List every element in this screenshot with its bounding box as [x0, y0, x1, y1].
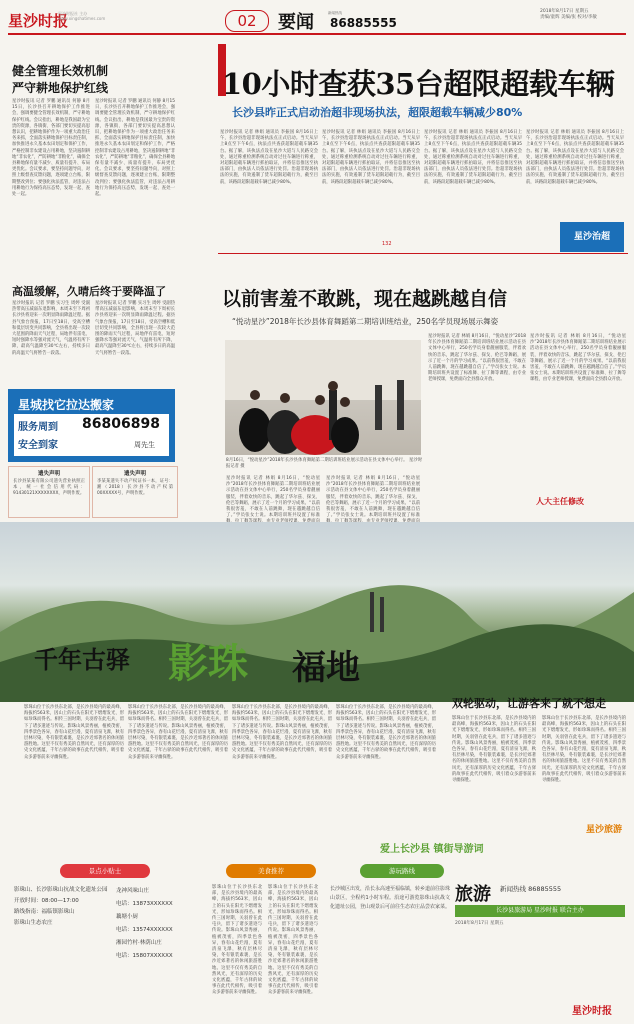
tab-tips: 景点小贴士 — [60, 864, 150, 878]
feature-brush-black: 福地 — [292, 648, 360, 688]
tab-route: 游玩路线 — [360, 864, 444, 878]
ad-title: 星城找它拉达搬家 — [18, 398, 115, 412]
hotline-label: 新闻热线 — [328, 11, 342, 15]
subheadline: “悦动星沙”2018年长沙县体育舞蹈第二期培训班结业，250名学员现场展示舞姿 — [232, 317, 499, 326]
article-body-col3: 星沙时报讯 记者 林娟 通讯员 李振国 8月16日上午，长沙县治超非现场执法点正式启动。当天从早上8点至下午6点，执法点共查获超限超载车辆35台。据了解，该执法点设在星沙大道与人民路交会处，通过称重检测系统自动对过往车辆进行称重，对超限超载车辆进行抓拍取证，并将信息推送至执法部门，由执法人员依法进行处罚。治超非现场执法的实施，有效遏制了货车超限超载行为，截至目前，该路段超限超载车辆已减少80%。 — [424, 130, 522, 185]
food-desc-col2: 影珠山位于长沙县东北部，是长沙县境内的最高峰，海拔约563米，因山上的石头在阳光下熠熠发光、形如珍珠而得名。相传三国时期，关羽曾在此屯兵，留下了诸多遗迹与传说。影珠山风景秀丽，植被茂密，四季景色各异，春有山花烂漫，夏有清泉飞瀑，秋有层林尽染，冬有银装素裹，是长沙近郊著名的休闲旅游胜地。这里不仅有秀美的自然风光，还有深厚的历史文化底蕴，千年古驿的故事在此代代相传，吸引着众多游客前来寻幽探胜。 — [268, 885, 318, 996]
article-body: 星沙时报讯 记者 罗鹏 实习生 周婷 受副热带高压减弱东退影响，本周末至下周初长沙县将迎来一次明显降雨降温过程。据县气象台预报，17日至18日，受高空槽和低层切变共同影响，全县将出现一次较大范围的降雨天气过程，局地伴有雷电、短时强降水等强对流天气，气温将有所下降，最高气温降至30℃左右，持续多日的高温天气将暂告一段落。 — [12, 301, 90, 356]
header-rule — [8, 33, 626, 35]
food-item: 电话：13873XXXXXX — [116, 901, 173, 907]
feature-right-title: 双轮驱动，让游客来了就不想走 — [452, 697, 606, 710]
feature-brush-green: 影珠 — [168, 640, 248, 687]
feature-right-body: 影珠山位于长沙县东北部，是长沙县境内的最高峰，海拔约563米，因山上的石头在阳光下熠熠发光、形如珍珠而得名。相传三国时期，关羽曾在此屯兵，留下了诸多遗迹与传说。影珠山风景秀丽，植被茂密，四季景色各异，春有山花烂漫，夏有清泉飞瀑，秋有层林尽染，冬有银装素裹，是长沙近郊著名的休闲旅游胜地。这里不仅有秀美的自然风光，还有深厚的历史文化底蕴，千年古驿的故事在此代代相传，吸引着众多游客前来寻幽探胜。 — [452, 716, 536, 784]
article-body-col4: 星沙时报讯 记者 林娟 8月16日，“悦动星沙”2018年长沙县体育舞蹈第二期培训班结业展示活动在县文体中心举行，250名学员身着靓丽服装，伴着欢快的音乐，跳起了华尔兹、探戈、伦巴等舞蹈，展示了近一个月的学习成果。“以前我很害羞，不敢在人前跳舞，现在越跳越自信了。”学员张女士说。本期培训班共设置了标准舞、拉丁舞等课程，由专业老师授课，免费面向全县群众开放。 — [530, 334, 626, 383]
feature-badge: 星沙旅游 — [586, 825, 623, 835]
article-body-col3: 星沙时报讯 记者 林娟 8月16日，“悦动星沙”2018年长沙县体育舞蹈第二期培训班结业展示活动在县文体中心举行，250名学员身着靓丽服装，伴着欢快的音乐，跳起了华尔兹、探戈、伦巴等舞蹈，展示了近一个月的学习成果。“以前我很害羞，不敢在人前跳舞，现在越跳越自信了。”学员张女士说。本期培训班共设置了标准舞、拉丁舞等课程，由专业老师授课，免费面向全县群众开放。 — [428, 334, 526, 383]
article-body: 星沙时报讯 记者 林娟 8月16日，“悦动星沙”2018年长沙县体育舞蹈第二期培训班结业展示活动在县文体中心举行，250名学员身着靓丽服装，伴着欢快的音乐，跳起了华尔兹、探戈、伦巴等舞蹈，展示了近一个月的学习成果。“以前我很害羞，不敢在人前跳舞，现在越跳越自信了。”学员张女士说。本期培训班共设置了标准 — [226, 476, 320, 519]
article-body: 星沙时报讯 记者 林娟 通讯员 李振国 8月16日上午，长沙县治超非现场执法点正式启动。当天从早上8点至下午6点，执法点共查获超限超载车辆35台。据了解，该执法点设在星沙大道与人民路交会处，通过称重检测系统自动对过往车辆进行称重，对超限超载车辆进行抓拍取证，并将信息推送至执法部门，由执法人员依法进行处罚。治超非现场执法的实施，有效遏制了货车超限超载行为，截至目前，该路段超限超载车辆已减少80%。 — [220, 130, 318, 185]
masthead-logo: 星沙时报 — [8, 12, 69, 30]
divider — [218, 253, 628, 254]
notice-box — [8, 466, 90, 518]
footer-logo: 星沙时报 — [572, 1006, 612, 1017]
page-number: 02 — [225, 10, 269, 32]
article-body-col2: 星沙时报讯 记者 罗鹏 通讯员 何静 8月15日，长沙县召开耕地保护工作推进会，强调要健全管理长效机制，严守耕地保护红线。会议指出，耕地是我国最为宝贵的资源，各镇街、各部门要切实提高思想认识，把耕地保护作为一项重大政治任务来抓，全面落实耕地保护目标责任制，加快推进永久基本农田划定和保护工作，严格控制非农建设占用耕地，坚决遏制耕地“非农化”，严防耕地“非粮化”，确保全县耕地保有量不减少、质量有提升、布局更优化。会议要求，要坚持问题导向，对照上级督查反馈问题，逐项建立台账，限期整改到位；要强化执法监管，对违法占用耕地行为保持高压态势，发现一起、查处一起。 — [95, 99, 175, 198]
article-body-col2: 星沙时报讯 记者 林娟 8月16日，“悦动星沙”2018年长沙县体育舞蹈第二期培训班结业展示活动在县文体中心举行，250名学员身着靓丽服装，伴着欢快的音乐，跳起了华尔兹、探戈、伦巴等舞蹈，展示了近一个月的学习成果。“以前我很害羞，不敢在人前跳舞，现在越跳越自信了。”学员张女士说。本期培训班共设置了标准 — [326, 476, 420, 519]
food-item: 电话：15807XXXXXX — [116, 953, 173, 959]
tip-item: 路线指南：福临镇影珠山 — [14, 909, 75, 915]
stamp-tag: 人大主任修改 — [536, 497, 584, 506]
brand-hotline: 新闻热线 86885555 — [500, 885, 562, 893]
photo-number: 132 — [382, 241, 392, 247]
article-body-col2: 星沙时报讯 记者 林娟 通讯员 李振国 8月16日上午，长沙县治超非现场执法点正式启动。当天从早上8点至下午6点，执法点共查获超限超载车辆35台。据了解，该执法点设在星沙大道与人民路交会处，通过称重检测系统自动对过往车辆进行称重，对超限超载车辆进行抓拍取证，并将信息推送至执法部门，由执法人员依法进行处罚。治超非现场执法的实施，有效遏制了货车超限超载行为，截至目前，该路段超限超载车辆已减少80%。 — [322, 130, 420, 185]
brand-title: 旅游 — [455, 884, 491, 905]
article-body-col4: 星沙时报讯 记者 林娟 通讯员 李振国 8月16日上午，长沙县治超非现场执法点正式启动。当天从早上8点至下午6点，执法点共查获超限超载车辆35台。据了解，该执法点设在星沙大道与人民路交会处，通过称重检测系统自动对过往车辆进行称重，对超限超载车辆进行抓拍取证，并将信息推送至执法部门，由执法人员依法进行处罚。治超非现场执法的实施，有效遏制了货车超限超载行为，截至目前，该路段超限超载车辆已减少80%。 — [526, 130, 624, 185]
hotline-number: 86885555 — [330, 16, 397, 30]
feature-body-col4: 影珠山位于长沙县东北部，是长沙县境内的最高峰，海拔约563米，因山上的石头在阳光下熠熠发光、形如珍珠而得名。相传三国时期，关羽曾在此屯兵，留下了诸多遗迹与传说。影珠山风景秀丽，植被茂密，四季景色各异，春有山花烂漫，夏有清泉飞瀑，秋有层林尽染，冬有银装素裹，是长沙近郊著名的休闲旅游胜地。这里不仅有秀美的自然风光，还有深厚的历史文化底蕴，千年古驿的故事在此代代相传，吸引着众多游客前来寻幽探胜。 — [336, 705, 436, 760]
headline: 以前害羞不敢跳，现在越跳越自信 — [222, 288, 508, 310]
notice-box — [92, 466, 178, 518]
food-item: 藕塘小厨 — [116, 914, 139, 920]
headline: 10小时查获35台超限超载车辆 — [222, 67, 615, 101]
notice-title: 遗失声明 — [123, 471, 146, 477]
food-desc: 影珠山位于长沙县东北部，是长沙县境内的最高峰，海拔约563米，因山上的石头在阳光下熠熠发光、形如珍珠而得名。相传三国时期，关羽曾在此屯兵，留下了诸多遗迹与传说。影珠山风景秀丽，植被茂密，四季景色各异，春有山花烂漫，夏有清泉飞瀑，秋有层林尽染，冬有银装素裹，是长沙近郊著名的休闲旅游胜地。这里不仅有秀美的自然风光，还有深厚的历史文化底蕴，千年古驿的故事在此代代相传，吸引着众多游客前来寻幽探胜。 — [212, 885, 262, 996]
photo-caption: 8月16日，“悦动星沙”2018年长沙县体育舞蹈第二期培训班结业展示活动在县文体中心举行。 星沙时报记者 摄 — [226, 458, 422, 470]
feature-body-col3: 影珠山位于长沙县东北部，是长沙县境内的最高峰，海拔约563米，因山上的石头在阳光下熠熠发光、形如珍珠而得名。相传三国时期，关羽曾在此屯兵，留下了诸多遗迹与传说。影珠山风景秀丽，植被茂密，四季景色各异，春有山花烂漫，夏有清泉飞瀑，秋有层林尽染，冬有银装素裹，是长沙近郊著名的休闲旅游胜地。这里不仅有秀美的自然风光，还有深厚的历史文化底蕴，千年古驿的故事在此代代相传，吸引着众多游客前来寻幽探胜。 — [232, 705, 332, 760]
feature-tagline: 爱上长沙县 镇街导游词 — [380, 844, 484, 855]
brand-date: 2018年8月17日 星期五 — [455, 921, 504, 926]
ad-phone: 86806898 — [82, 416, 160, 432]
tab-food: 美食推荐 — [226, 864, 316, 878]
tips-list — [14, 885, 112, 929]
masthead-sub: 星沙时报社 主办 www.xingshatimes.com — [58, 11, 106, 21]
notice-title: 遗失声明 — [37, 471, 60, 477]
notice-body: 长沙县某某有限公司遗失营业执照正本，统一社会信用代码：91430121XXXXXXXX，声明作废。 — [13, 479, 85, 497]
feature-right-body-col2: 影珠山位于长沙县东北部，是长沙县境内的最高峰，海拔约563米，因山上的石头在阳光下熠熠发光、形如珍珠而得名。相传三国时期，关羽曾在此屯兵，留下了诸多遗迹与传说。影珠山风景秀丽，植被茂密，四季景色各异，春有山花烂漫，夏有清泉飞瀑，秋有层林尽染，冬有银装素裹，是长沙近郊著名的休闲旅游胜地。这里不仅有秀美的自然风光，还有深厚的历史文化底蕴，千年古驿的故事在此代代相传，吸引着众多游客前来寻幽探胜。 — [542, 716, 626, 784]
article-title: 健全管理长效机制 — [12, 64, 109, 78]
article-body-col2: 星沙时报讯 记者 罗鹏 实习生 周婷 受副热带高压减弱东退影响，本周末至下周初长沙县将迎来一次明显降雨降温过程。据县气象台预报，17日至18日，受高空槽和低层切变共同影响，全县将出现一次较大范围的降雨天气过程，局地伴有雷电、短时强降水等强对流天气，气温将有所下降，最高气温降至30℃左右，持续多日的高温天气将暂告一段落。 — [95, 301, 175, 356]
brand-bar: 长沙县旅游局 星沙时报 联合主办 — [455, 905, 625, 917]
feature-body-col2: 影珠山位于长沙县东北部，是长沙县境内的最高峰，海拔约563米，因山上的石头在阳光下熠熠发光、形如珍珠而得名。相传三国时期，关羽曾在此屯兵，留下了诸多遗迹与传说。影珠山风景秀丽，植被茂密，四季景色各异，春有山花烂漫，夏有清泉飞瀑，秋有层林尽染，冬有银装素裹，是长沙近郊著名的休闲旅游胜地。这里不仅有秀美的自然风光，还有深厚的历史文化底蕴，千年古驿的故事在此代代相传，吸引着众多游客前来寻幽探胜。 — [128, 705, 228, 760]
article-title-2: 严守耕地保护红线 — [12, 81, 109, 95]
feature-body: 影珠山位于长沙县东北部，是长沙县境内的最高峰，海拔约563米，因山上的石头在阳光下熠熠发光、形如珍珠而得名。相传三国时期，关羽曾在此屯兵，留下了诸多遗迹与传说。影珠山风景秀丽，植被茂密，四季景色各异，春有山花烂漫，夏有清泉飞瀑，秋有层林尽染，冬有银装素裹，是长沙近郊著名的休闲旅游胜地。这里不仅有秀美的自然风光，还有深厚的历史文化底蕴，千年古驿的故事在此代代相传，吸引着众多游客前来寻幽探胜。 — [24, 705, 124, 760]
issue-date: 2018年8月17日 星期五 责编/童辉 美编/张 校对/李敏 — [540, 9, 597, 20]
ad-service: 服务周到 — [18, 422, 58, 433]
route-desc: 长沙城区出发，沿长永高速至福临镇，转乡道前往影珠山景区，全程约1小时车程。沿途可游览影珠山抗战文化遗址公园，登山观景后可前往生态农庄品尝农家菜。 — [330, 886, 451, 910]
article-title: 高温缓解，久晴后终于要降温了 — [12, 285, 166, 298]
dance-photo — [225, 340, 421, 455]
food-list — [116, 885, 206, 963]
tip-item: 开放时间：08:00—17:00 — [14, 898, 79, 904]
section-title: 要闻 — [278, 12, 314, 33]
notice-body: 李某某遗失不动产权证书一本，证号：湘（2018）长沙县不动产权第00XXXXX号，声明作废。 — [97, 479, 173, 497]
feature-title: 千年古驿 — [34, 645, 130, 674]
tip-item: 影珠山、长沙影珠山抗战文化遗址公园 — [14, 887, 108, 893]
article-body: 星沙时报讯 记者 罗鹏 通讯员 何静 8月15日，长沙县召开耕地保护工作推进会，强调要健全管理长效机制，严守耕地保护红线。会议指出，耕地是我国最为宝贵的资源，各镇街、各部门要切实提高思想认识，把耕地保护作为一项重大政治任务来抓，全面落实耕地保护目标责任制，加快推进永久基本农田划定和保护工作，严格控制非农建设占用耕地，坚决遏制耕地“非农化”，严防耕地“非粮化”，确保全县耕地保有量不减少、质量有提升、布局更优化。会议要求，要坚持问题导向，对照上级督查反馈问题，逐项建立台账，限期整改到位；要强化执法监管，对违法占用耕地行为保持高压态势，发现一起、查处一起。 — [12, 99, 90, 198]
section-badge: 星沙治超 — [560, 222, 624, 252]
food-item: 电话：13574XXXXXX — [116, 927, 173, 933]
ad-contact: 周先生 — [134, 441, 155, 449]
subheadline: 长沙县昨正式启动治超非现场执法，超限超载车辆减少80% — [232, 106, 523, 119]
ad-safe: 安全到家 — [18, 440, 58, 451]
food-item: 龙神风味山庄 — [116, 888, 150, 894]
tip-item: 影珠山生态农庄 — [14, 920, 53, 926]
food-item: 湘园竹村·林荫山庄 — [116, 940, 162, 946]
